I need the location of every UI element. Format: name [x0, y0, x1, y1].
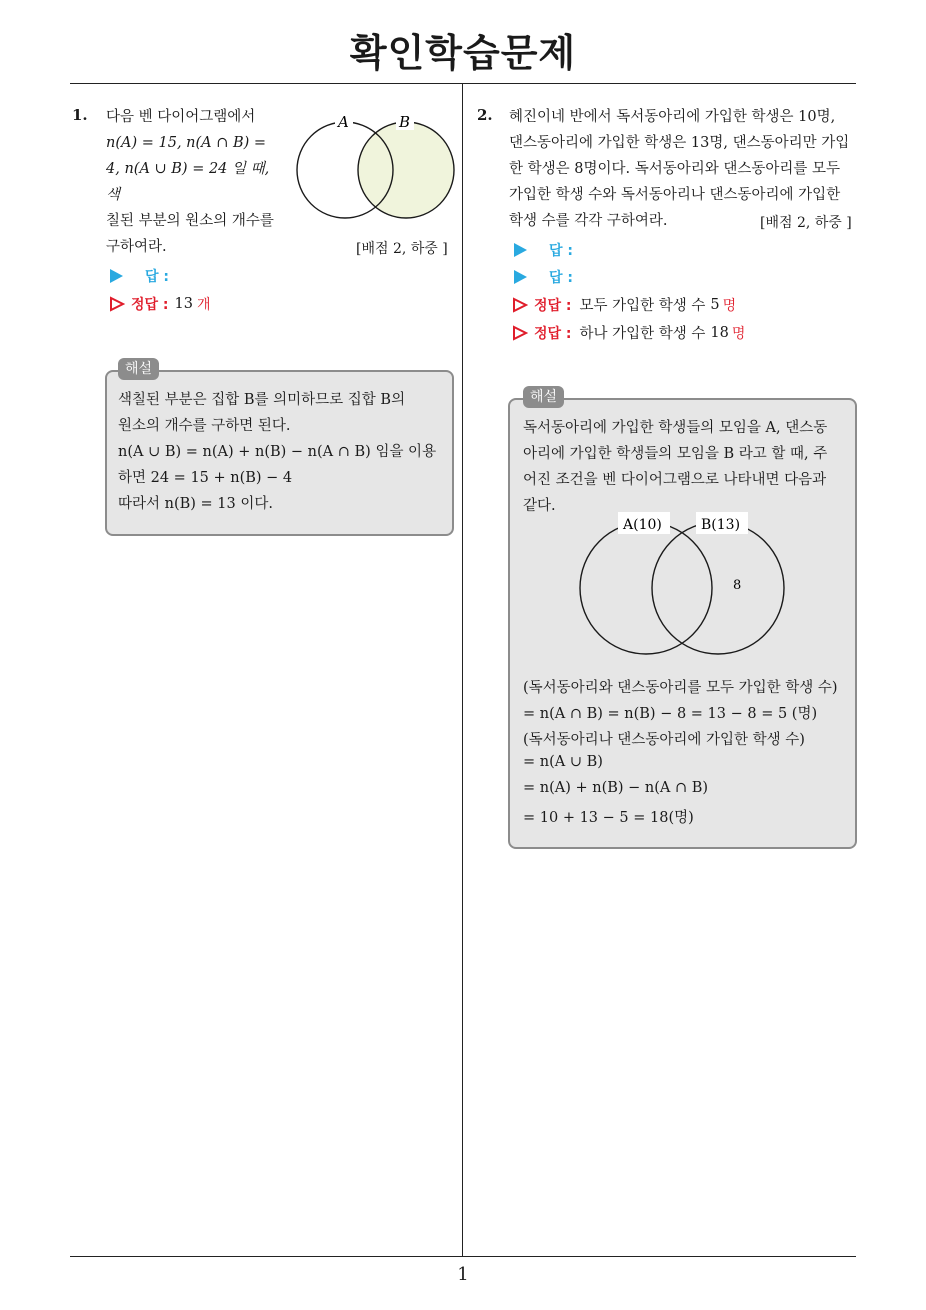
column-divider	[462, 83, 463, 1257]
explanation-line: (독서동아리나 댄스동아리에 가입한 학생 수)	[523, 732, 805, 748]
play-icon	[514, 243, 527, 257]
explanation-box	[508, 398, 857, 849]
explanation-line: 원소의 개수를 구하면 된다.	[118, 418, 291, 434]
question-line: 구하여라.	[106, 239, 167, 255]
correct-value: 18	[710, 324, 729, 341]
outline-play-icon	[109, 296, 125, 312]
question-number: 2.	[477, 106, 493, 124]
play-icon	[514, 270, 527, 284]
explanation-line: 색칠된 부분은 집합 B를 의미하므로 집합 B의	[118, 392, 406, 408]
correct-unit: 명	[731, 325, 746, 342]
correct-label: 정답 :	[534, 325, 572, 342]
explanation-box	[105, 370, 454, 536]
correct-label: 정답 :	[534, 297, 572, 314]
question-line: 학생 수를 각각 구하여라.	[509, 213, 668, 229]
set-b-label: B(13)	[701, 517, 741, 533]
page-number: 1	[457, 1264, 469, 1285]
outline-play-icon	[512, 325, 528, 341]
page-title: 확인학습문제	[349, 31, 577, 75]
explanation-line: = n(A ∩ B) = n(B) − 8 = 13 − 8 = 5 (명)	[523, 706, 818, 722]
explanation-line: = n(A) + n(B) − n(A ∩ B)	[523, 780, 709, 796]
correct-answer-row	[512, 294, 736, 315]
set-b-shaded	[358, 122, 454, 218]
correct-text: 하나 가입한 학생 수	[579, 326, 706, 342]
correct-text: 모두 가입한 학생 수	[579, 298, 706, 314]
explanation-line: 하면 24 = 15 + n(B) − 4	[118, 470, 293, 486]
question-line: 칠된 부분의 원소의 개수를	[106, 213, 274, 229]
explanation-tag: 해설	[118, 358, 159, 380]
answer-label: 답 :	[549, 243, 573, 259]
points-label: [배점 2, 하중 ]	[356, 241, 448, 257]
explanation-line: 어진 조건을 벤 다이어그램으로 나타내면 다음과	[523, 472, 827, 488]
answer-row	[514, 240, 573, 260]
correct-unit: 명	[722, 297, 737, 314]
question-text	[106, 104, 284, 260]
set-b-label: B	[399, 113, 411, 131]
explanation-line: 같다.	[523, 498, 556, 514]
question-number: 1.	[72, 106, 88, 124]
question-line: 가입한 학생 수와 독서동아리나 댄스동아리에 가입한	[509, 187, 841, 203]
correct-label: 정답 :	[131, 297, 169, 313]
answer-label: 답 :	[145, 269, 169, 285]
venn-diagram	[290, 108, 460, 224]
explanation-line: 독서동아리에 가입한 학생들의 모임을 A, 댄스동	[523, 420, 828, 436]
explanation-line: = n(A ∪ B)	[523, 754, 603, 770]
correct-answer-row	[512, 322, 745, 343]
venn-diagram	[570, 510, 790, 656]
points-label: [배점 2, 하중 ]	[760, 215, 852, 231]
explanation-line: 따라서 n(B) = 13 이다.	[118, 496, 273, 512]
set-a-label: A	[338, 113, 349, 131]
correct-unit: 개	[196, 297, 211, 313]
question-line: 다음 벤 다이어그램에서	[106, 109, 256, 125]
question-line: 혜진이네 반에서 독서동아리에 가입한 학생은 10명,	[509, 109, 836, 125]
correct-answer-row	[109, 294, 211, 314]
correct-value: 5	[710, 296, 720, 313]
set-b-circle	[652, 522, 784, 654]
answer-row	[514, 267, 573, 287]
outline-play-icon	[512, 297, 528, 313]
question-line: 댄스동아리에 가입한 학생은 13명, 댄스동아리만 가입	[509, 135, 850, 151]
question-line: n(A) = 15, n(A ∩ B) =	[106, 135, 267, 151]
answer-row	[110, 266, 169, 286]
answer-label: 답 :	[549, 270, 573, 286]
explanation-line: (독서동아리와 댄스동아리를 모두 가입한 학생 수)	[523, 680, 838, 696]
explanation-line: n(A ∪ B) = n(A) + n(B) − n(A ∩ B) 임을 이용	[118, 444, 437, 460]
correct-value: 13	[174, 296, 193, 312]
play-icon	[110, 269, 123, 283]
only-b-count: 8	[733, 578, 742, 593]
explanation-line: = 10 + 13 − 5 = 18(명)	[523, 810, 694, 826]
top-divider	[70, 83, 856, 84]
explanation-tag: 해설	[523, 386, 564, 408]
question-line: 4, n(A ∪ B) = 24 일 때, 색	[106, 161, 270, 203]
bottom-divider	[70, 1256, 856, 1257]
explanation-line: 아리에 가입한 학생들의 모임을 B 라고 할 때, 주	[523, 446, 828, 462]
set-a-circle	[580, 522, 712, 654]
question-line: 한 학생은 8명이다. 독서동아리와 댄스동아리를 모두	[509, 161, 841, 177]
set-a-label: A(10)	[623, 517, 662, 533]
